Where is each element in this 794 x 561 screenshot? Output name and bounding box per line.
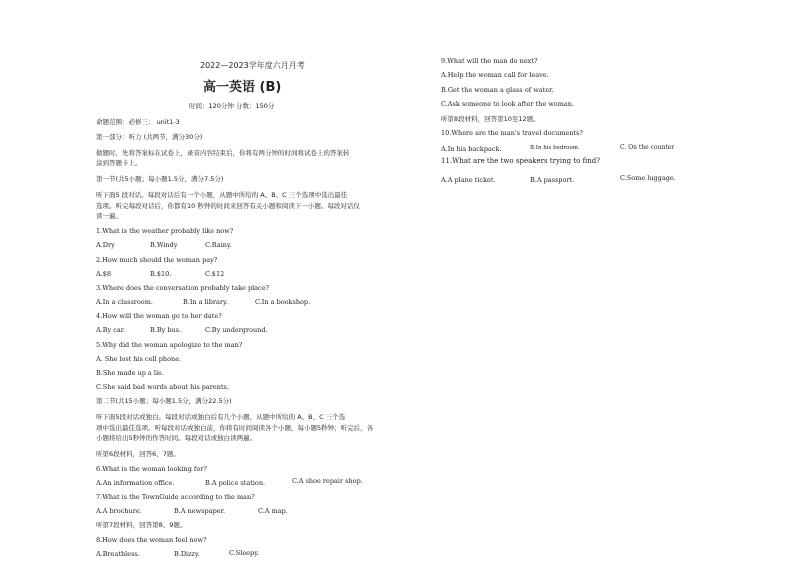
q10-option-b: B.In his bedroom. [530, 145, 580, 151]
q4-option-c: C.By underground. [205, 326, 268, 334]
q3-option-c: C.In a bookshop. [255, 298, 311, 306]
q9-option-b: B.Get the woman a glass of water. [441, 86, 554, 94]
q11-option-a: A.A plane ticket. [441, 176, 496, 184]
question-11: 11.What are the two speakers trying to find? [441, 157, 601, 165]
section1-intro-line3: 读一遍。 [96, 212, 122, 220]
q11-option-b: B.A passport. [530, 176, 575, 184]
q10-option-c: C. On the counter [620, 144, 675, 151]
question-3: 3.Where does the conversation probably take place? [96, 284, 270, 292]
question-6: 6.What is the woman looking for? [96, 465, 207, 473]
q4-option-b: B.By bus. [150, 326, 182, 334]
q9-option-c: C.Ask someone to look after the woman. [441, 100, 575, 108]
q8-option-c: C.Sleepy. [229, 549, 260, 557]
time-score: 时间：120分钟 分数：150分 [189, 102, 275, 110]
question-10: 10.Where are the man's travel documents? [441, 129, 583, 137]
part1-heading: 第一部分：听力 (共两节，满分30分) [96, 133, 203, 141]
section1-heading: 第一节(共5小题；每小题1.5分，满分7.5分) [96, 175, 224, 183]
set7-heading: 听第7段材料，回答第8、9题。 [96, 521, 187, 529]
question-2: 2.How much should the woman pay? [96, 256, 218, 264]
q1-option-c: C.Rainy. [205, 241, 232, 249]
question-8: 8.How does the woman feel now? [96, 536, 207, 544]
q3-option-a: A.In a classroom. [96, 298, 153, 306]
section2-intro-line2: 项中选出最佳选项。听每段对话或独白前，你将有时间阅读各个小题，每小题5秒钟；听完后，各 [96, 424, 374, 432]
q8-option-b: B.Dizzy. [174, 550, 200, 558]
question-5: 5.Why did the woman apologize to the man? [96, 341, 243, 349]
section2-intro-line3: 小题将给出5秒钟的作答时间。每段对话或独白读两遍。 [96, 434, 257, 442]
q10-option-a: A.In his backpack. [441, 145, 502, 153]
part1-intro-line2: 涂到答题卡上。 [96, 159, 142, 167]
q5-option-a: A. She lost his cell phone. [96, 355, 182, 363]
set8-heading: 听第8段材料，回答第10至12题。 [441, 115, 540, 123]
q6-option-a: A.An information office. [96, 479, 175, 487]
section1-intro-line1: 听下面5 段对话。每段对话后有一个小题，从题中所给的 A、B、C 三个选项中选出最佳 [96, 191, 348, 199]
set6-heading: 听第6段材料，回答6、7题。 [96, 450, 180, 458]
q11-option-c: C.Some luggage. [620, 174, 676, 182]
question-9: 9.What will the man do next? [441, 57, 538, 65]
q5-option-c: C.She said bad words about his parents. [96, 383, 229, 391]
q4-option-a: A.By car. [96, 326, 126, 334]
q6-option-c: C.A shoe repair shop. [292, 477, 363, 485]
q5-option-b: B.She made up a lie. [96, 369, 164, 377]
q3-option-b: B.In a library. [183, 298, 228, 306]
q2-option-b: B.$10. [150, 270, 172, 278]
question-1: 1.What is the weather probably like now? [96, 227, 234, 235]
scope-line: 命题范围：必修三： unit1-3 [96, 118, 180, 126]
q7-option-a: A.A brochure. [96, 507, 142, 515]
year-line: 2022—2023学年度六月月考 [200, 61, 305, 70]
q6-option-b: B.A police station. [205, 479, 266, 487]
part1-intro-line1: 做题时，先将答案标在试卷上，录音内容结束后，你将有两分钟的时间将试卷上的答案转 [96, 149, 350, 157]
q8-option-a: A.Breathless. [96, 550, 140, 558]
q7-option-b: B.A newspaper. [174, 507, 226, 515]
page-title: 高一英语 (B) [203, 80, 282, 95]
question-4: 4.How will the woman go to her date? [96, 312, 222, 320]
question-7: 7.What is the TownGuide according to the man? [96, 493, 255, 501]
q2-option-a: A.$8 [96, 270, 112, 278]
section2-intro-line1: 听下面5段对话或独白。每段对话或独白后有几个小题，从题中所给的 A、B、C 三个选 [96, 413, 346, 421]
q1-option-a: A.Dry [96, 241, 115, 249]
section2-heading: 第二节(共15小题；每小题1.5分，满分22.5分) [96, 397, 232, 405]
q1-option-b: B.Windy [150, 241, 178, 249]
q2-option-c: C.$12 [205, 270, 225, 278]
section1-intro-line2: 选项。听完每段对话后，你都有10 秒钟的时间来回答有关小题和阅读下一小题。每段对话仅 [96, 202, 360, 210]
q9-option-a: A.Help the woman call for leave. [441, 71, 549, 79]
q7-option-c: C.A map. [258, 507, 288, 515]
